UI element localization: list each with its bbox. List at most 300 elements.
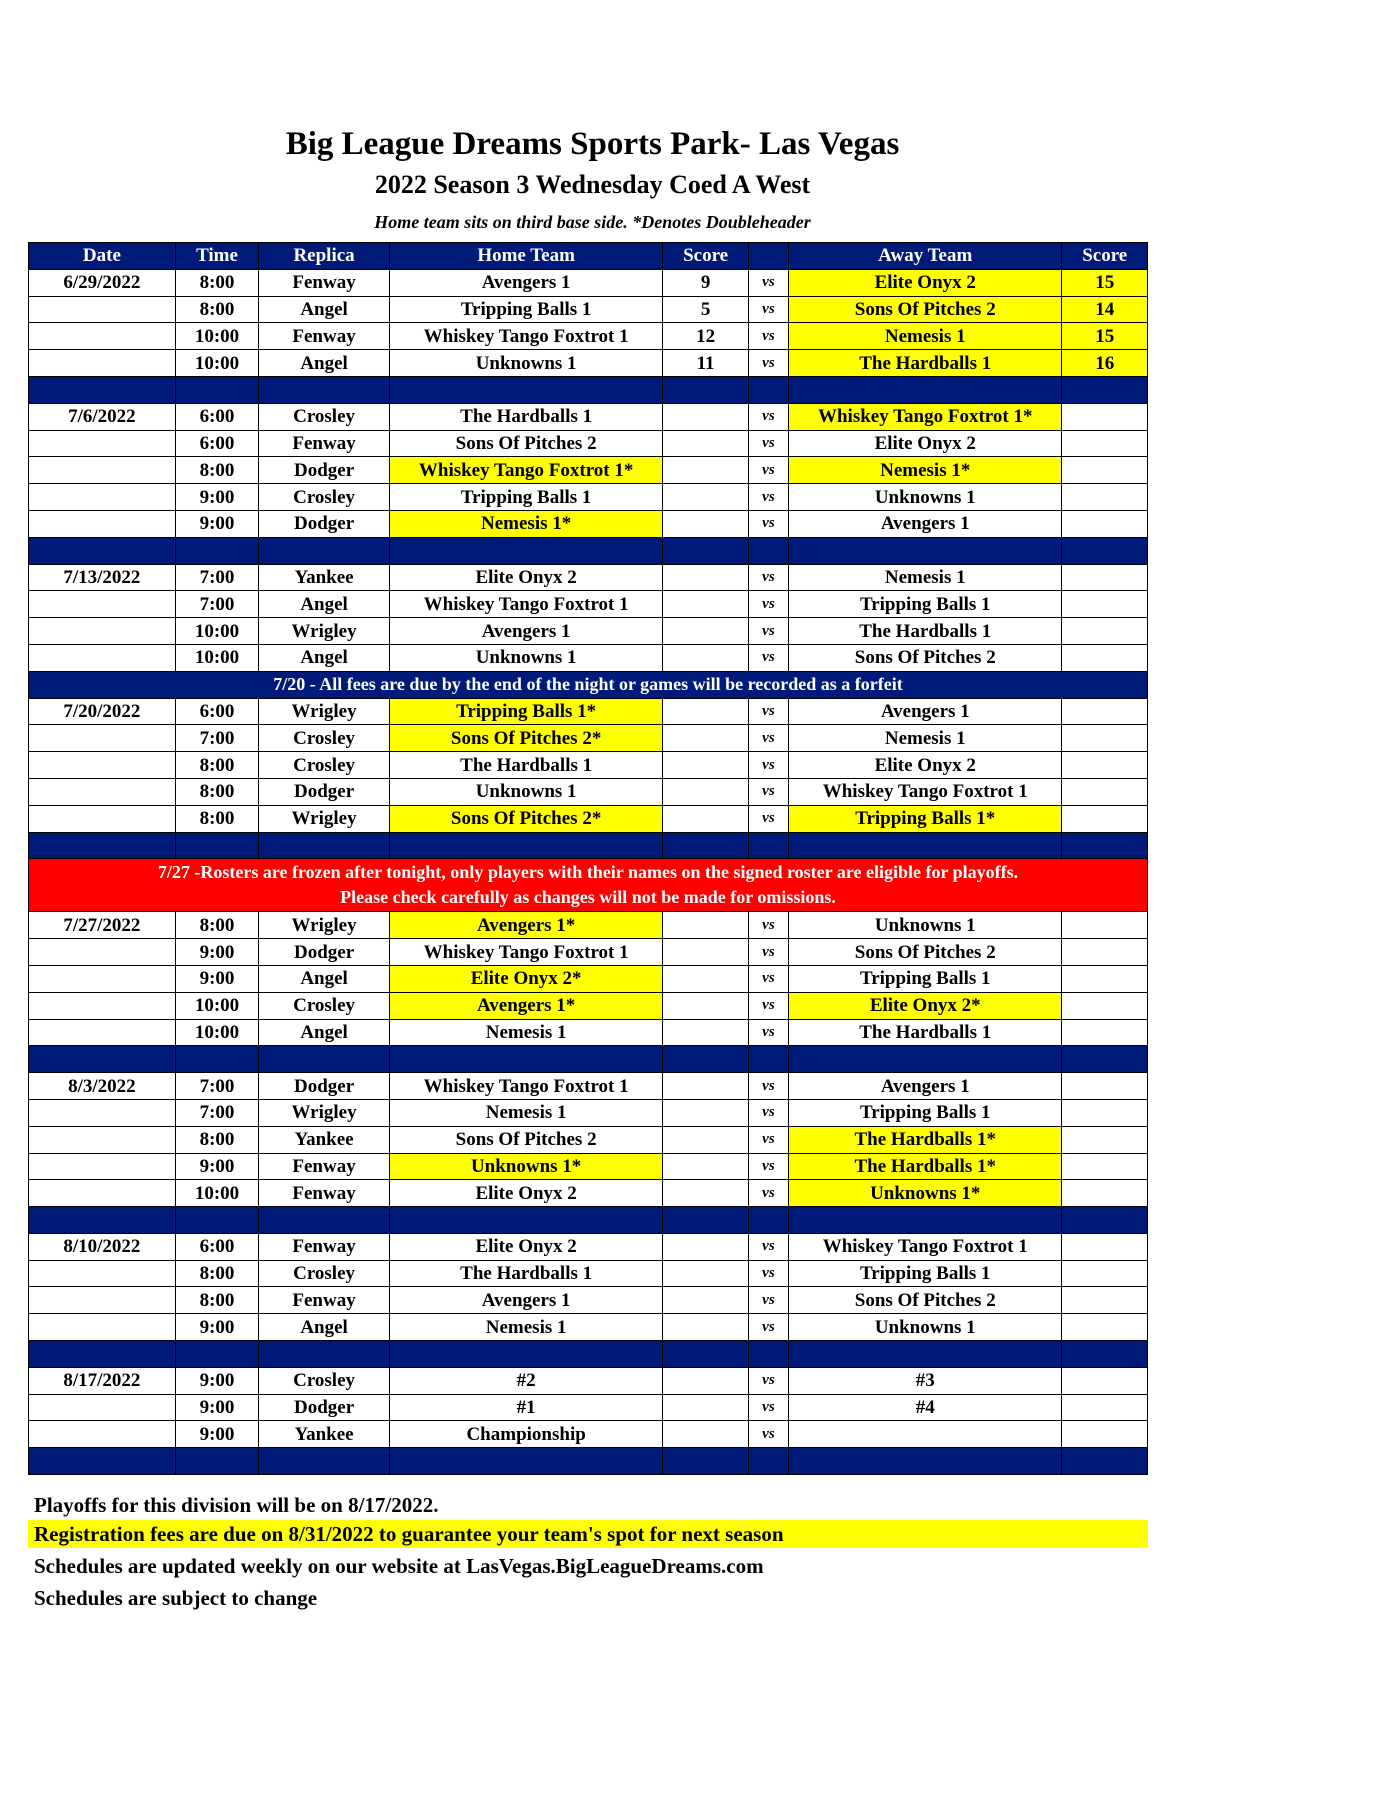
- game-row: [29, 1260, 1148, 1287]
- away-score: [1062, 403, 1148, 430]
- home-score: [663, 698, 748, 725]
- vs-label: vs: [748, 698, 788, 725]
- separator-cell: [789, 537, 1062, 564]
- home-score: [663, 778, 748, 805]
- away-team: Nemesis 1*: [789, 457, 1062, 484]
- home-score: [663, 484, 748, 511]
- vs-label: vs: [748, 805, 788, 832]
- game-date: [29, 1260, 176, 1287]
- game-time: 8:00: [175, 1126, 258, 1153]
- game-time: 8:00: [175, 269, 258, 296]
- game-date: 6/29/2022: [29, 269, 176, 296]
- separator-cell: [663, 1207, 748, 1234]
- home-score: [663, 1394, 748, 1421]
- separator-cell: [389, 1207, 662, 1234]
- game-field: Yankee: [259, 1421, 390, 1448]
- game-field: Angel: [259, 296, 390, 323]
- away-team: Elite Onyx 2: [789, 430, 1062, 457]
- game-field: Crosley: [259, 1260, 390, 1287]
- game-time: 9:00: [175, 965, 258, 992]
- vs-label: vs: [748, 350, 788, 377]
- col-header-away-team: Away Team: [789, 243, 1062, 270]
- separator-cell: [29, 1448, 176, 1475]
- week-separator-row: [29, 1341, 1148, 1368]
- week-separator-row: [29, 1207, 1148, 1234]
- game-date: [29, 484, 176, 511]
- game-date: 7/6/2022: [29, 403, 176, 430]
- game-date: [29, 725, 176, 752]
- vs-label: vs: [748, 1233, 788, 1260]
- registration-note: Registration fees are due on 8/31/2022 to guarantee your team's spot for next season: [28, 1520, 1148, 1548]
- home-team: Nemesis 1: [389, 1314, 662, 1341]
- vs-label: vs: [748, 618, 788, 645]
- game-time: 7:00: [175, 725, 258, 752]
- game-date: [29, 350, 176, 377]
- away-team: Unknowns 1: [789, 912, 1062, 939]
- separator-cell: [29, 376, 176, 403]
- separator-cell: [389, 1448, 662, 1475]
- game-row: [29, 725, 1148, 752]
- game-date: [29, 778, 176, 805]
- game-time: 9:00: [175, 484, 258, 511]
- home-score: [663, 1126, 748, 1153]
- away-score: [1062, 939, 1148, 966]
- vs-label: vs: [748, 1367, 788, 1394]
- separator-cell: [1062, 1341, 1148, 1368]
- game-time: 10:00: [175, 644, 258, 671]
- away-team: Tripping Balls 1: [789, 1099, 1062, 1126]
- separator-cell: [259, 537, 390, 564]
- game-date: [29, 296, 176, 323]
- game-time: 8:00: [175, 805, 258, 832]
- home-team: Unknowns 1: [389, 644, 662, 671]
- home-score: [663, 403, 748, 430]
- vs-label: vs: [748, 403, 788, 430]
- game-row: [29, 644, 1148, 671]
- away-score: [1062, 1367, 1148, 1394]
- separator-cell: [748, 1448, 788, 1475]
- home-team: #2: [389, 1367, 662, 1394]
- home-team: Avengers 1: [389, 269, 662, 296]
- home-team: Whiskey Tango Foxtrot 1: [389, 939, 662, 966]
- vs-label: vs: [748, 1260, 788, 1287]
- game-time: 6:00: [175, 698, 258, 725]
- schedule-header-row: [29, 243, 1148, 270]
- vs-label: vs: [748, 323, 788, 350]
- game-time: 9:00: [175, 1367, 258, 1394]
- game-time: 10:00: [175, 350, 258, 377]
- week-separator-row: [29, 1448, 1148, 1475]
- vs-label: vs: [748, 644, 788, 671]
- away-team: Avengers 1: [789, 698, 1062, 725]
- game-date: [29, 939, 176, 966]
- game-row: [29, 430, 1148, 457]
- game-date: 8/3/2022: [29, 1073, 176, 1100]
- vs-label: vs: [748, 564, 788, 591]
- away-team: Nemesis 1: [789, 725, 1062, 752]
- game-time: 6:00: [175, 403, 258, 430]
- away-team: Avengers 1: [789, 1073, 1062, 1100]
- separator-cell: [1062, 376, 1148, 403]
- away-team: Tripping Balls 1: [789, 591, 1062, 618]
- home-score: [663, 1260, 748, 1287]
- home-score: [663, 912, 748, 939]
- away-team: Unknowns 1*: [789, 1180, 1062, 1207]
- separator-cell: [29, 1046, 176, 1073]
- separator-cell: [1062, 1207, 1148, 1234]
- home-team: Elite Onyx 2: [389, 1233, 662, 1260]
- away-score: 15: [1062, 269, 1148, 296]
- game-time: 8:00: [175, 457, 258, 484]
- away-score: [1062, 778, 1148, 805]
- vs-label: vs: [748, 1180, 788, 1207]
- away-score: [1062, 1314, 1148, 1341]
- home-team: Avengers 1: [389, 618, 662, 645]
- game-row: [29, 323, 1148, 350]
- game-date: [29, 1421, 176, 1448]
- game-row: [29, 1180, 1148, 1207]
- week-separator-row: [29, 537, 1148, 564]
- game-row: [29, 1126, 1148, 1153]
- col-header-home-score: Score: [663, 243, 748, 270]
- away-team: Whiskey Tango Foxtrot 1*: [789, 403, 1062, 430]
- away-team: Whiskey Tango Foxtrot 1: [789, 778, 1062, 805]
- away-team: Elite Onyx 2: [789, 752, 1062, 779]
- game-row: [29, 805, 1148, 832]
- separator-cell: [259, 1448, 390, 1475]
- game-field: Wrigley: [259, 912, 390, 939]
- home-score: [663, 564, 748, 591]
- col-header-home-team: Home Team: [389, 243, 662, 270]
- away-score: [1062, 1233, 1148, 1260]
- separator-cell: [175, 376, 258, 403]
- separator-cell: [748, 537, 788, 564]
- game-row: [29, 912, 1148, 939]
- separator-cell: [663, 1341, 748, 1368]
- game-field: Dodger: [259, 1394, 390, 1421]
- separator-cell: [1062, 1046, 1148, 1073]
- away-score: [1062, 1287, 1148, 1314]
- game-date: [29, 457, 176, 484]
- home-team: #1: [389, 1394, 662, 1421]
- separator-cell: [748, 1341, 788, 1368]
- game-row: [29, 1287, 1148, 1314]
- game-time: 9:00: [175, 939, 258, 966]
- game-row: [29, 1314, 1148, 1341]
- game-field: Crosley: [259, 1367, 390, 1394]
- away-team: Avengers 1: [789, 510, 1062, 537]
- home-team: Whiskey Tango Foxtrot 1: [389, 1073, 662, 1100]
- roster-alert-line-2: Please check carefully as changes will not be made for omissions.: [340, 887, 836, 908]
- game-time: 10:00: [175, 323, 258, 350]
- home-score: [663, 510, 748, 537]
- vs-label: vs: [748, 965, 788, 992]
- separator-cell: [175, 1207, 258, 1234]
- away-team: Sons Of Pitches 2: [789, 939, 1062, 966]
- game-field: Yankee: [259, 1126, 390, 1153]
- away-team: Nemesis 1: [789, 564, 1062, 591]
- away-team: The Hardballs 1: [789, 1019, 1062, 1046]
- game-field: Fenway: [259, 323, 390, 350]
- game-date: 7/20/2022: [29, 698, 176, 725]
- away-team: Tripping Balls 1*: [789, 805, 1062, 832]
- game-date: [29, 1394, 176, 1421]
- separator-cell: [663, 537, 748, 564]
- game-time: 7:00: [175, 591, 258, 618]
- away-team: Sons Of Pitches 2: [789, 1287, 1062, 1314]
- vs-label: vs: [748, 912, 788, 939]
- roster-alert-row: [29, 859, 1148, 912]
- game-time: 10:00: [175, 992, 258, 1019]
- away-score: [1062, 965, 1148, 992]
- separator-cell: [663, 376, 748, 403]
- home-team: Nemesis 1: [389, 1019, 662, 1046]
- home-team: Sons Of Pitches 2: [389, 1126, 662, 1153]
- game-time: 8:00: [175, 1287, 258, 1314]
- home-team: Sons Of Pitches 2*: [389, 725, 662, 752]
- game-date: [29, 591, 176, 618]
- vs-label: vs: [748, 484, 788, 511]
- website-note: Schedules are updated weekly on our website at LasVegas.BigLeagueDreams.com: [34, 1554, 764, 1578]
- game-field: Crosley: [259, 752, 390, 779]
- away-score: [1062, 591, 1148, 618]
- game-row: [29, 939, 1148, 966]
- game-time: 7:00: [175, 564, 258, 591]
- separator-cell: [1062, 832, 1148, 859]
- home-team: Whiskey Tango Foxtrot 1: [389, 591, 662, 618]
- away-score: [1062, 484, 1148, 511]
- home-score: [663, 939, 748, 966]
- separator-cell: [789, 1341, 1062, 1368]
- away-score: 15: [1062, 323, 1148, 350]
- home-score: 11: [663, 350, 748, 377]
- game-time: 10:00: [175, 618, 258, 645]
- vs-label: vs: [748, 1099, 788, 1126]
- separator-cell: [29, 1341, 176, 1368]
- game-date: 7/13/2022: [29, 564, 176, 591]
- game-row: [29, 1099, 1148, 1126]
- game-row: [29, 1019, 1148, 1046]
- game-row: [29, 457, 1148, 484]
- away-score: [1062, 912, 1148, 939]
- game-field: Fenway: [259, 269, 390, 296]
- separator-cell: [748, 376, 788, 403]
- separator-cell: [259, 832, 390, 859]
- away-score: [1062, 1421, 1148, 1448]
- game-row: [29, 269, 1148, 296]
- game-time: 6:00: [175, 1233, 258, 1260]
- home-team: Nemesis 1: [389, 1099, 662, 1126]
- separator-cell: [259, 1207, 390, 1234]
- away-score: [1062, 457, 1148, 484]
- away-team: Unknowns 1: [789, 484, 1062, 511]
- home-score: [663, 1073, 748, 1100]
- page-title: Big League Dreams Sports Park- Las Vegas: [285, 126, 900, 162]
- vs-label: vs: [748, 1314, 788, 1341]
- game-field: Fenway: [259, 1180, 390, 1207]
- vs-label: vs: [748, 430, 788, 457]
- game-date: [29, 1153, 176, 1180]
- vs-label: vs: [748, 1394, 788, 1421]
- separator-cell: [389, 1046, 662, 1073]
- separator-cell: [259, 376, 390, 403]
- away-team: Whiskey Tango Foxtrot 1: [789, 1233, 1062, 1260]
- home-score: 12: [663, 323, 748, 350]
- home-team: Tripping Balls 1: [389, 296, 662, 323]
- game-field: Yankee: [259, 564, 390, 591]
- separator-cell: [29, 1207, 176, 1234]
- home-score: [663, 644, 748, 671]
- separator-cell: [389, 537, 662, 564]
- home-team: Sons Of Pitches 2: [389, 430, 662, 457]
- home-score: [663, 618, 748, 645]
- away-team: Elite Onyx 2*: [789, 992, 1062, 1019]
- col-header-replica: Replica: [259, 243, 390, 270]
- away-score: [1062, 618, 1148, 645]
- game-field: Angel: [259, 1314, 390, 1341]
- vs-label: vs: [748, 1421, 788, 1448]
- separator-cell: [748, 832, 788, 859]
- week-separator-row: [29, 832, 1148, 859]
- home-score: [663, 965, 748, 992]
- game-row: [29, 510, 1148, 537]
- home-team: Tripping Balls 1*: [389, 698, 662, 725]
- game-date: [29, 1287, 176, 1314]
- col-header-vs: [748, 243, 788, 270]
- game-field: Dodger: [259, 457, 390, 484]
- home-score: [663, 992, 748, 1019]
- home-team-note: Home team sits on third base side. *Denotes Doubleheader: [374, 212, 811, 232]
- game-time: 7:00: [175, 1073, 258, 1100]
- week-separator-row: [29, 376, 1148, 403]
- separator-cell: [29, 832, 176, 859]
- game-row: [29, 1073, 1148, 1100]
- game-row: [29, 403, 1148, 430]
- game-field: Wrigley: [259, 698, 390, 725]
- col-header-time: Time: [175, 243, 258, 270]
- game-row: [29, 296, 1148, 323]
- away-score: [1062, 1180, 1148, 1207]
- away-score: [1062, 510, 1148, 537]
- game-time: 8:00: [175, 778, 258, 805]
- game-field: Crosley: [259, 992, 390, 1019]
- week-separator-row: [29, 1046, 1148, 1073]
- game-time: 8:00: [175, 1260, 258, 1287]
- home-team: The Hardballs 1: [389, 1260, 662, 1287]
- game-field: Fenway: [259, 430, 390, 457]
- game-date: 8/10/2022: [29, 1233, 176, 1260]
- home-score: [663, 1367, 748, 1394]
- away-score: [1062, 644, 1148, 671]
- col-header-away-score: Score: [1062, 243, 1148, 270]
- separator-cell: [789, 376, 1062, 403]
- game-field: Crosley: [259, 484, 390, 511]
- game-row: [29, 484, 1148, 511]
- separator-cell: [389, 1341, 662, 1368]
- separator-cell: [175, 1046, 258, 1073]
- home-score: [663, 1421, 748, 1448]
- vs-label: vs: [748, 1019, 788, 1046]
- home-team: The Hardballs 1: [389, 752, 662, 779]
- fee-notice-row: [29, 671, 1148, 698]
- vs-label: vs: [748, 778, 788, 805]
- separator-cell: [389, 376, 662, 403]
- page-subtitle: 2022 Season 3 Wednesday Coed A West: [374, 170, 811, 199]
- home-score: [663, 1287, 748, 1314]
- separator-cell: [175, 537, 258, 564]
- game-field: Crosley: [259, 403, 390, 430]
- away-team: The Hardballs 1: [789, 618, 1062, 645]
- home-team: The Hardballs 1: [389, 403, 662, 430]
- away-score: [1062, 564, 1148, 591]
- separator-cell: [259, 1341, 390, 1368]
- game-row: [29, 965, 1148, 992]
- home-score: [663, 1233, 748, 1260]
- game-row: [29, 778, 1148, 805]
- game-time: 9:00: [175, 1314, 258, 1341]
- vs-label: vs: [748, 725, 788, 752]
- game-date: [29, 965, 176, 992]
- game-field: Wrigley: [259, 1099, 390, 1126]
- game-date: [29, 1019, 176, 1046]
- game-date: [29, 323, 176, 350]
- away-score: [1062, 430, 1148, 457]
- away-score: [1062, 752, 1148, 779]
- game-date: 7/27/2022: [29, 912, 176, 939]
- home-score: [663, 1099, 748, 1126]
- away-score: [1062, 1099, 1148, 1126]
- away-score: [1062, 1073, 1148, 1100]
- game-date: [29, 1099, 176, 1126]
- home-score: [663, 430, 748, 457]
- away-team: Nemesis 1: [789, 323, 1062, 350]
- home-team: Unknowns 1: [389, 350, 662, 377]
- separator-cell: [748, 1207, 788, 1234]
- separator-cell: [663, 1448, 748, 1475]
- away-team: #4: [789, 1394, 1062, 1421]
- col-header-date: Date: [29, 243, 176, 270]
- subject-to-change-note: Schedules are subject to change: [34, 1586, 318, 1610]
- home-team: Sons Of Pitches 2*: [389, 805, 662, 832]
- game-row: [29, 350, 1148, 377]
- game-field: Fenway: [259, 1233, 390, 1260]
- away-score: [1062, 1019, 1148, 1046]
- game-time: 9:00: [175, 510, 258, 537]
- schedule-body: [29, 269, 1148, 1474]
- vs-label: vs: [748, 296, 788, 323]
- away-score: [1062, 1260, 1148, 1287]
- home-team: Elite Onyx 2*: [389, 965, 662, 992]
- away-score: [1062, 805, 1148, 832]
- home-score: [663, 1153, 748, 1180]
- game-field: Angel: [259, 350, 390, 377]
- game-time: 6:00: [175, 430, 258, 457]
- game-date: [29, 752, 176, 779]
- home-score: 5: [663, 296, 748, 323]
- home-score: [663, 457, 748, 484]
- separator-cell: [29, 537, 176, 564]
- away-team: Sons Of Pitches 2: [789, 296, 1062, 323]
- separator-cell: [789, 1448, 1062, 1475]
- away-team: The Hardballs 1*: [789, 1126, 1062, 1153]
- away-score: [1062, 698, 1148, 725]
- game-row: [29, 564, 1148, 591]
- separator-cell: [175, 1448, 258, 1475]
- home-team: Elite Onyx 2: [389, 564, 662, 591]
- home-score: [663, 1314, 748, 1341]
- roster-alert-cell: [29, 859, 1148, 912]
- vs-label: vs: [748, 1287, 788, 1314]
